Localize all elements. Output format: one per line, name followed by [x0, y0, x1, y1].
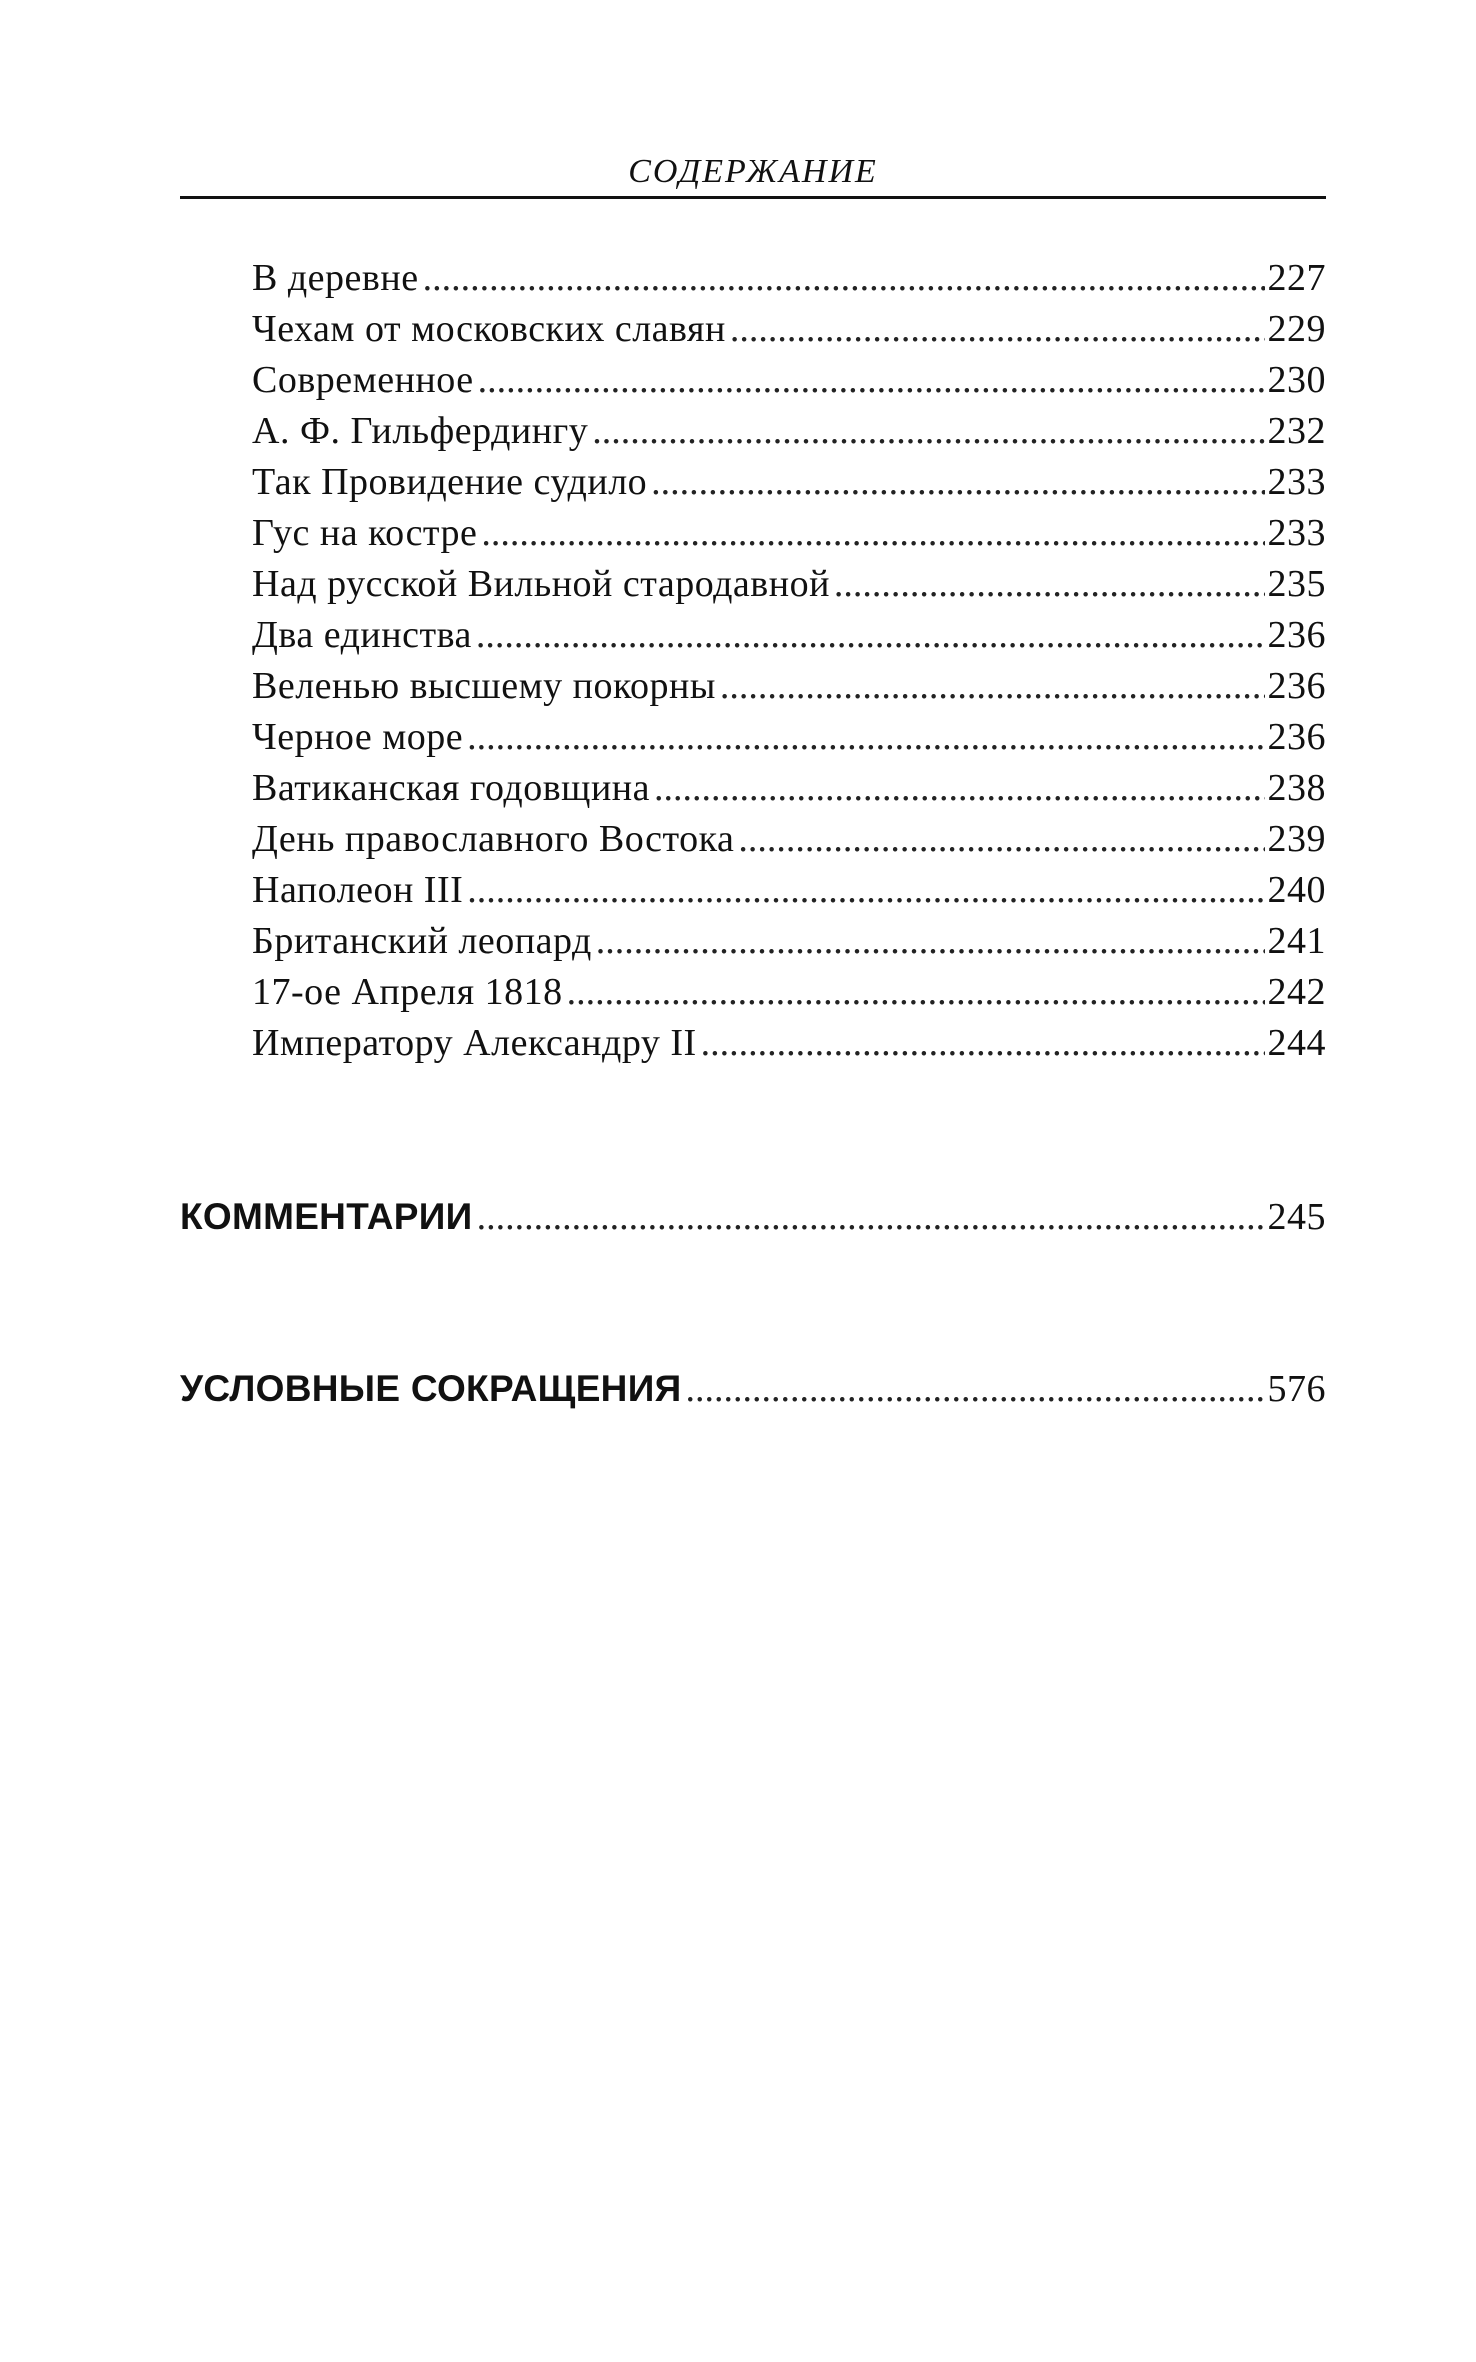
toc-dot-leader — [654, 763, 1265, 814]
toc-dot-leader — [685, 1364, 1264, 1415]
toc-dot-leader — [567, 967, 1265, 1018]
toc-dot-leader — [477, 1192, 1265, 1243]
running-head-title: СОДЕРЖАНИЕ — [628, 153, 878, 190]
toc-entry — [252, 304, 1326, 355]
toc-entry — [252, 865, 1326, 916]
toc-dot-leader — [834, 559, 1265, 610]
toc-dot-leader — [592, 406, 1264, 457]
toc-entry-title: В деревне — [252, 257, 419, 299]
toc-entry-page: 240 — [1267, 869, 1326, 911]
toc-entry-page: 233 — [1267, 512, 1326, 554]
toc-entry-title: Черное море — [252, 716, 464, 758]
toc-dot-leader — [720, 661, 1265, 712]
toc-entry — [252, 559, 1326, 610]
toc-dot-leader — [738, 814, 1264, 865]
toc-entry-title: Наполеон III — [252, 869, 464, 911]
toc-entry-title: А. Ф. Гильфердингу — [252, 410, 589, 452]
toc-dot-leader — [596, 916, 1265, 967]
toc-dot-leader — [481, 508, 1264, 559]
toc-entry — [252, 610, 1326, 661]
toc-entry-page: 230 — [1267, 359, 1326, 401]
toc-section-abbreviations — [180, 1363, 1326, 1414]
toc-entry-page: 227 — [1267, 257, 1326, 299]
toc-entry-title: Так Провидение судило — [252, 461, 648, 503]
toc-dot-leader — [467, 865, 1264, 916]
toc-entry — [252, 457, 1326, 508]
toc-entry-title: Два единства — [252, 614, 472, 656]
toc-section-title: УСЛОВНЫЕ СОКРАЩЕНИЯ — [180, 1368, 682, 1409]
toc-dot-leader — [478, 355, 1265, 406]
toc-entry-page: 236 — [1267, 716, 1326, 758]
toc-entry-page: 239 — [1267, 818, 1326, 860]
toc-entry-title: 17-ое Апреля 1818 — [252, 971, 563, 1013]
toc-entry-page: 232 — [1267, 410, 1326, 452]
toc-entry-page: 236 — [1267, 614, 1326, 656]
toc-entry-title: Веленью высшему покорны — [252, 665, 716, 707]
toc-section-entry — [180, 1191, 1326, 1242]
toc-entry-title: Чехам от московских славян — [252, 308, 726, 350]
toc-entry — [252, 967, 1326, 1018]
toc-dot-leader — [476, 610, 1265, 661]
toc-entry-title: День православного Востока — [252, 818, 735, 860]
toc-section-title: КОММЕНТАРИИ — [180, 1196, 473, 1237]
toc-section-page: 576 — [1267, 1368, 1326, 1410]
toc-entry-page: 238 — [1267, 767, 1326, 809]
toc-entry — [252, 355, 1326, 406]
toc-entry — [252, 1018, 1326, 1069]
header-rule — [180, 196, 1326, 199]
toc-entry — [252, 916, 1326, 967]
toc-entry-title: Ватиканская годовщина — [252, 767, 650, 809]
toc-entry-title: Императору Александру II — [252, 1022, 697, 1064]
toc-entry-list — [252, 253, 1326, 1069]
toc-entry — [252, 763, 1326, 814]
toc-entry-page: 235 — [1267, 563, 1326, 605]
toc-entry-page: 233 — [1267, 461, 1326, 503]
toc-entry — [252, 508, 1326, 559]
toc-entry-page: 229 — [1267, 308, 1326, 350]
toc-entry-title: Гус на костре — [252, 512, 478, 554]
toc-entry — [252, 712, 1326, 763]
toc-dot-leader — [423, 253, 1265, 304]
toc-entry-page: 242 — [1267, 971, 1326, 1013]
toc-entry-title: Британский леопард — [252, 920, 592, 962]
toc-entry — [252, 661, 1326, 712]
toc-entry-page: 241 — [1267, 920, 1326, 962]
toc-entry — [252, 253, 1326, 304]
toc-entry-title: Над русской Вильной стародавной — [252, 563, 830, 605]
toc-entry — [252, 814, 1326, 865]
toc-entry — [252, 406, 1326, 457]
toc-entry-page: 236 — [1267, 665, 1326, 707]
toc-section-entry — [180, 1363, 1326, 1414]
toc-dot-leader — [467, 712, 1264, 763]
toc-dot-leader — [730, 304, 1265, 355]
toc-entry-page: 244 — [1267, 1022, 1326, 1064]
toc-section-comments — [180, 1191, 1326, 1242]
toc-dot-leader — [701, 1018, 1265, 1069]
toc-dot-leader — [651, 457, 1264, 508]
toc-entry-title: Современное — [252, 359, 474, 401]
toc-section-page: 245 — [1267, 1196, 1326, 1238]
